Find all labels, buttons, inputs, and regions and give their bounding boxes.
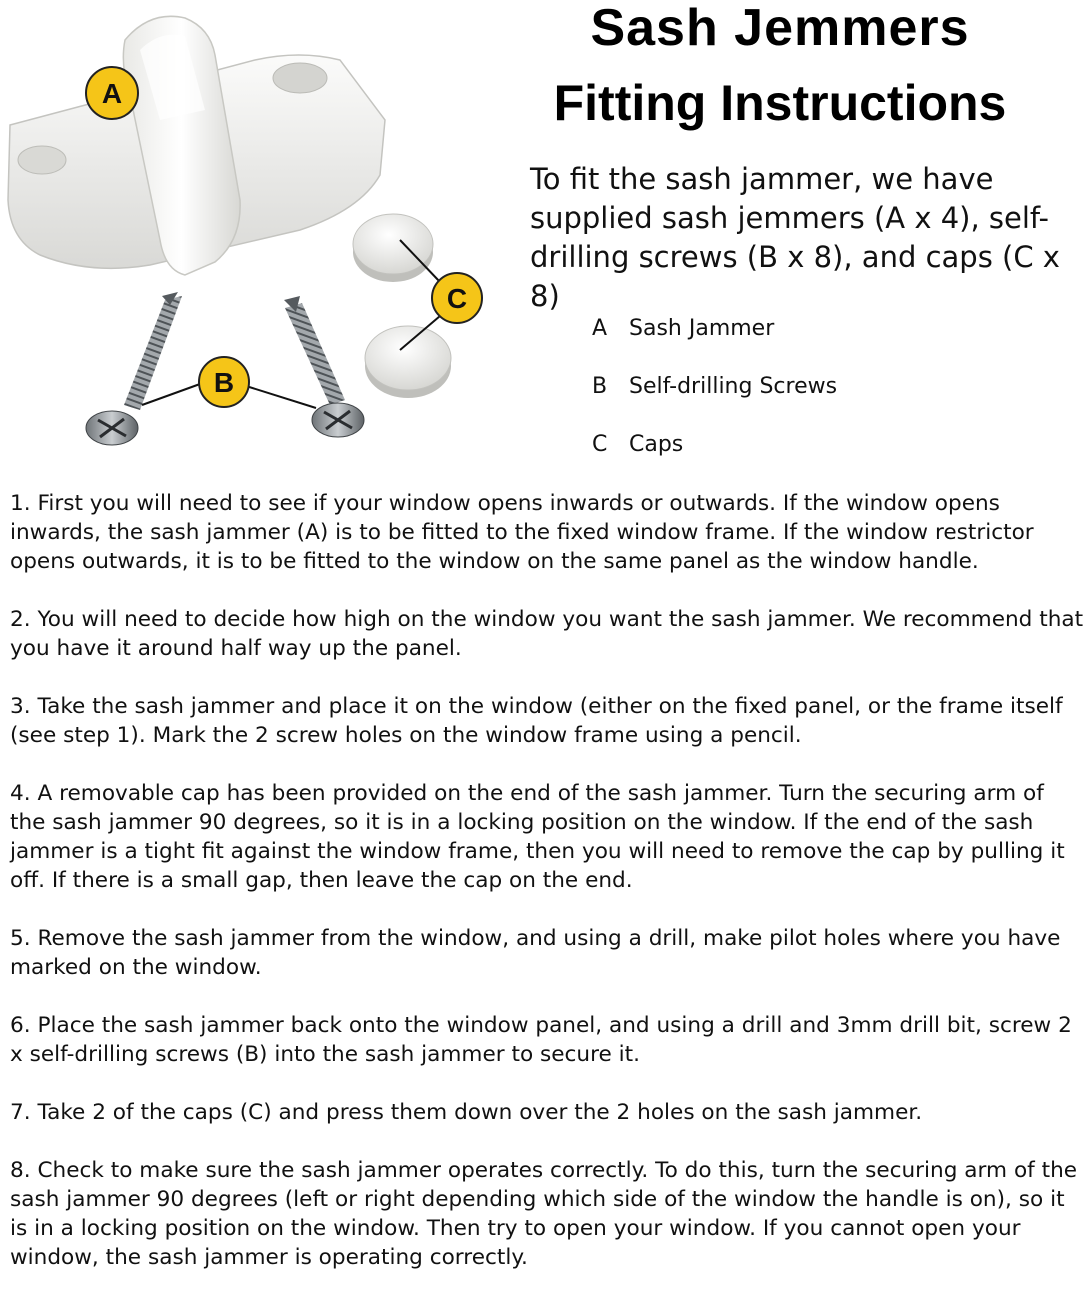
instruction-steps [10, 489, 1085, 1301]
step-2: 2. You will need to decide how high on the window you want the sash jammer. We recommend that you have it around half way up the panel. [10, 607, 1084, 661]
step-8: 8. Check to make sure the sash jammer operates correctly. To do this, turn the securing arm of the sash jammer 90 degrees (left or right depending which side of the window the handle is on), so it is in a locking position on the window. Then try to open your window. If you cannot open your window, the sash jammer is operating correctly. [10, 1158, 1078, 1270]
legend-label: Sash Jammer [629, 316, 775, 341]
step-5: 5. Remove the sash jammer from the window, and using a drill, make pilot holes where you have marked on the window. [10, 926, 1061, 980]
product-illustration [0, 0, 520, 460]
step-3: 3. Take the sash jammer and place it on the window (either on the fixed panel, or the frame itself (see step 1). Mark the 2 screw holes on the window frame using a pencil. [10, 694, 1063, 748]
step-4: 4. A removable cap has been provided on the end of the sash jammer. Turn the securing arm of the sash jammer 90 degrees, so it is in a locking position on the window. If the end of the sash jammer is a tight fit against the window frame, then you will need to remove the cap by pulling it off. If there is a small gap, then leave the cap on the end. [10, 781, 1065, 893]
page-title-line1: Sash Jemmers [590, 0, 970, 57]
legend-key: C [592, 432, 608, 457]
legend-key: A [592, 316, 608, 341]
sash-jammer-part [8, 16, 385, 275]
parts-legend [592, 316, 837, 490]
step-6: 6. Place the sash jammer back onto the window panel, and using a drill and 3mm drill bit, screw 2 x self-drilling screws (B) into the sash jammer to secure it. [10, 1013, 1072, 1067]
step-7: 7. Take 2 of the caps (C) and press them down over the 2 holes on the sash jammer. [10, 1100, 923, 1125]
step-1: 1. First you will need to see if your window opens inwards or outwards. If the window opens inwards, the sash jammer (A) is to be fitted to the fixed window frame. If the window restrictor opens outwards, it is to be fitted to the window on the same panel as the window handle. [10, 491, 1034, 574]
legend-row-a [592, 316, 837, 374]
badge-b [199, 357, 249, 407]
badge-c [432, 273, 482, 323]
legend-label: Caps [629, 432, 684, 457]
legend-key: B [592, 374, 608, 399]
badge-a-label: A [101, 78, 123, 109]
intro-text: To fit the sash jammer, we have supplied sash jemmers (A x 4), self-drilling screws (B x 8), and caps (C x 8) [530, 162, 1060, 313]
legend-label: Self-drilling Screws [629, 374, 838, 399]
legend-row-c [592, 432, 837, 490]
badge-b-label: B [213, 367, 235, 398]
badge-a [86, 67, 138, 119]
legend-row-b [592, 374, 837, 432]
page-title-line2: Fitting Instructions [553, 75, 1007, 131]
badge-c-label: C [446, 283, 468, 314]
